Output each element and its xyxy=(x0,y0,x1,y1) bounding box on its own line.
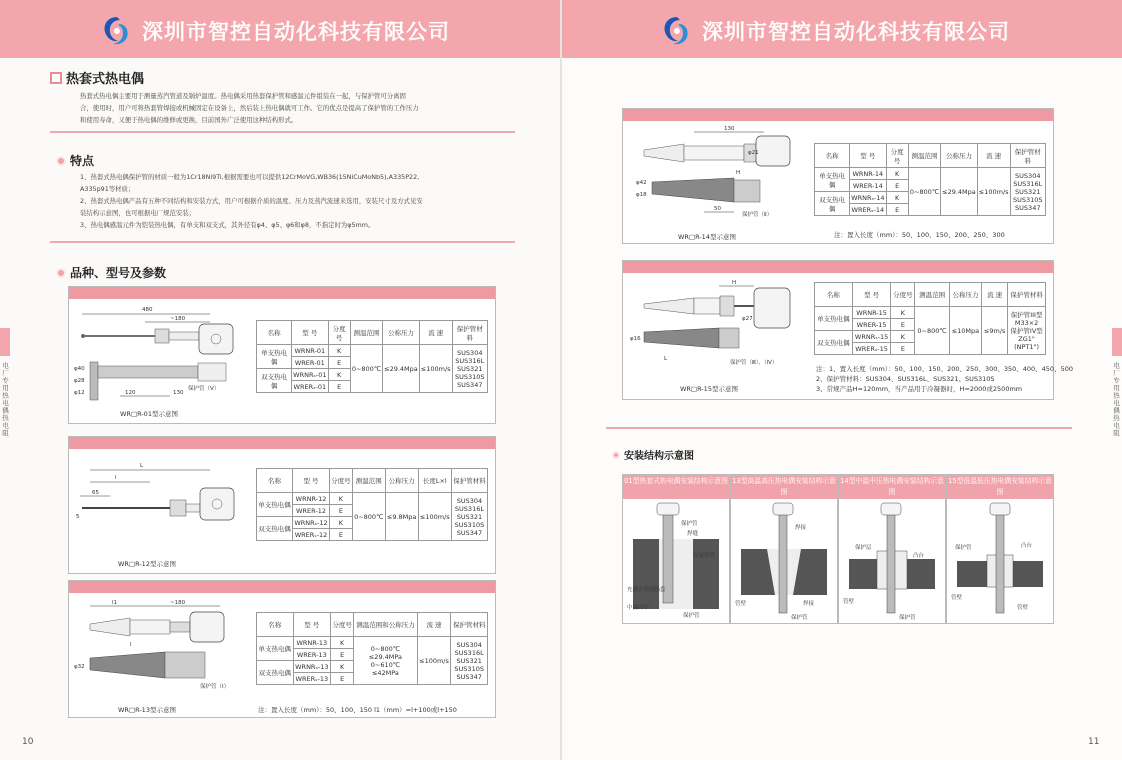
grade-cell: E xyxy=(891,343,915,355)
material: SUS304 xyxy=(1015,171,1041,180)
dim-label: φ16 xyxy=(630,336,641,342)
model-cell: WRNRₛ-14 xyxy=(851,193,885,202)
grade-cell: E xyxy=(886,204,908,216)
model-12-table xyxy=(256,468,488,541)
range-cell: 0~800℃ xyxy=(915,307,949,355)
intro-line: 合，使用时，用户可将热套管焊接或机械固定在设备上，然后装上热电偶就可工作。它的优点是提高了保护管的工作压力 xyxy=(80,104,419,112)
material: (NPT1") xyxy=(1014,342,1040,351)
install-label: 保护管 xyxy=(791,615,808,621)
grade-cell: K xyxy=(891,331,915,343)
col-header: 分度号 xyxy=(331,613,354,637)
dim-label: φ28 xyxy=(74,378,85,384)
bullet-icon xyxy=(56,156,66,166)
material: SUS347 xyxy=(456,672,482,681)
variety-heading xyxy=(56,264,166,281)
intro-paragraph xyxy=(80,90,510,126)
dim-label: 65 xyxy=(92,490,99,496)
col-header: 流 速 xyxy=(977,144,1010,168)
material: SUS347 xyxy=(457,380,483,389)
group-cell: 双支热电偶 xyxy=(815,192,850,216)
range-cell: 0~800℃ xyxy=(350,345,382,393)
model-cell: WRNR-01 xyxy=(292,345,328,357)
intro-line: 和使用寿命，又便于热电偶的维修或更换，目前国外广泛使用这种结构形式。 xyxy=(80,116,298,124)
dim-label: 50 xyxy=(714,206,721,212)
install-label: 保护层 xyxy=(855,545,872,551)
col-header: 测温范围 xyxy=(908,144,940,168)
material: SUS310S xyxy=(454,520,485,529)
model-cell: WRNRₛ-12 xyxy=(294,518,328,527)
speed-cell: ≤9m/s xyxy=(982,307,1008,355)
col-header: 名称 xyxy=(815,283,853,307)
col-header: 测温范围 xyxy=(915,283,949,307)
speed-cell: ≤100m/s xyxy=(419,345,452,393)
grade-cell: K xyxy=(331,637,354,649)
dim-label: 130 xyxy=(173,390,184,396)
col-header: 流 速 xyxy=(419,321,452,345)
company-logo-icon xyxy=(100,14,134,48)
material: SUS304 xyxy=(456,496,483,505)
model-13-note: 注：置入长度（mm）：50、100、150 l1（mm）=l+100或l+150 xyxy=(258,706,457,714)
page-title-text: 热套式热电偶 xyxy=(66,72,145,87)
install-panel-14 xyxy=(838,474,946,624)
model-14-diagram xyxy=(624,124,804,226)
install-panel-title: 13型高温高压热电偶安装结构示意图 xyxy=(731,475,837,499)
page-fold xyxy=(560,0,562,760)
install-heading xyxy=(612,447,694,462)
dim-label: L xyxy=(140,463,144,469)
model-01-diagram xyxy=(70,300,245,405)
dim-label: 保护管（Ⅱ） xyxy=(742,212,773,218)
pressure: ≤29.4MPa xyxy=(368,652,402,661)
dim-label: ~180 xyxy=(170,316,186,322)
company-logo-icon xyxy=(660,14,694,48)
install-label: 管壁 xyxy=(843,599,855,605)
dim-label: 保护管（Ⅰ） xyxy=(200,684,230,690)
feature-line: A335p91等材质； xyxy=(80,185,135,193)
dim-label: φ21 xyxy=(748,150,759,156)
model-cell: WRERₛ-01 xyxy=(293,382,327,391)
col-header: 公称压力 xyxy=(383,321,420,345)
features-list xyxy=(80,171,520,231)
grade-cell: K xyxy=(329,517,352,529)
material: SUS316L xyxy=(454,648,484,657)
material-cell xyxy=(451,637,488,685)
box-header xyxy=(69,437,495,449)
model-cell: WRERₛ-12 xyxy=(293,529,330,541)
pressure: ≤42MPa xyxy=(371,668,399,677)
model-cell: WRER-01 xyxy=(292,357,328,369)
model-13-caption: WR□R-13型示意图 xyxy=(118,706,176,714)
header-right xyxy=(660,14,1010,48)
bullet-icon xyxy=(56,268,66,278)
divider xyxy=(606,427,1072,429)
material: SUS316L xyxy=(454,504,484,513)
col-header: 测温范围和公称压力 xyxy=(354,613,417,637)
variety-title: 品种、型号及参数 xyxy=(70,266,167,280)
title-square-icon xyxy=(50,72,62,84)
model-cell: WRNR-15 xyxy=(852,307,891,319)
install-label: 凸台 xyxy=(913,553,925,559)
col-header: 公称压力 xyxy=(949,283,981,307)
material: SUS321 xyxy=(456,656,482,665)
model-01-table xyxy=(256,320,488,393)
speed-cell: ≤100m/s xyxy=(977,168,1010,216)
pressure-cell: ≤10Mpa xyxy=(949,307,981,355)
model-cell: WRNR-14 xyxy=(850,168,886,180)
note-line: 2、保护管材料：SUS304、SUS316L、SUS321、SUS310S xyxy=(816,375,995,383)
material: ZG1" xyxy=(1018,334,1035,343)
material: SUS321 xyxy=(456,512,483,521)
material: SUS310S xyxy=(454,664,484,673)
material: SUS310S xyxy=(454,372,485,381)
box-header xyxy=(623,261,1053,273)
range-cell: 0~800℃ xyxy=(352,493,385,541)
model-cell: WRER-14 xyxy=(850,180,886,192)
col-header: 型 号 xyxy=(293,613,330,637)
material: SUS316L xyxy=(455,356,485,365)
model-cell: WRERₛ-13 xyxy=(293,673,330,685)
model-cell: WRNR-13 xyxy=(293,637,330,649)
model-01-caption: WR□R-01型示意图 xyxy=(120,410,178,418)
model-cell: WRNRₛ-13 xyxy=(293,661,330,673)
feature-line: 1、热套式热电偶保护管的材质一般为1Cr18Ni9Ti,根据需要也可以提供12CrMoVG,WB36(15NiCuMoNb5),A335P22, xyxy=(80,173,420,181)
grade-cell: E xyxy=(329,529,352,541)
page-number-left: 10 xyxy=(22,737,34,747)
col-header: 分度号 xyxy=(891,283,915,307)
group-cell: 双支热电偶 xyxy=(257,369,292,393)
install-panel-title: 01型热套式热电偶安装结构示意图 xyxy=(623,475,729,499)
install-panel-title: 15型低温低压热电偶安装结构示意图 xyxy=(947,475,1053,499)
material-cell xyxy=(1010,168,1045,216)
install-label: 管壁 xyxy=(951,595,963,601)
grade-cell: K xyxy=(331,661,354,673)
pressure-cell: ≤29.4Mpa xyxy=(383,345,420,393)
model-cell: WRER-13 xyxy=(293,649,330,661)
install-panel-13 xyxy=(730,474,838,624)
model-13-diagram xyxy=(70,596,250,698)
divider xyxy=(50,241,515,243)
col-header: 分度号 xyxy=(328,321,350,345)
dim-label: l1 xyxy=(112,600,118,606)
col-header: 公称压力 xyxy=(941,144,978,168)
col-header: 测温范围 xyxy=(352,469,385,493)
features-heading xyxy=(56,152,94,169)
dim-label: ~180 xyxy=(170,600,186,606)
model-cell: WRER-12 xyxy=(293,505,330,517)
grade-cell: E xyxy=(328,381,350,393)
group-cell: 单支热电偶 xyxy=(257,345,292,369)
material: M33×2 xyxy=(1014,318,1039,327)
material: SUS310S xyxy=(1012,195,1043,204)
col-header: 流 速 xyxy=(417,613,451,637)
material: SUS321 xyxy=(1015,187,1041,196)
col-header: 流 速 xyxy=(982,283,1008,307)
col-header: 保护管材料 xyxy=(451,469,487,493)
note-line: 3、常规产品H=120mm，当产品用于冷凝器时，H=2000或2500mm xyxy=(816,385,1023,393)
material: 保护管IV型 xyxy=(1010,326,1043,335)
dim-label: 130 xyxy=(724,126,735,132)
grade-cell: E xyxy=(331,649,354,661)
install-label: 凸台 xyxy=(1021,543,1033,549)
model-14-table xyxy=(814,143,1046,216)
dim-label: 5 xyxy=(76,514,80,520)
grade-cell: K xyxy=(886,168,908,180)
install-13-diagram xyxy=(731,499,837,623)
col-header: 型 号 xyxy=(292,321,328,345)
col-header: 名称 xyxy=(257,469,293,493)
grade-cell: K xyxy=(328,345,350,357)
pressure-cell: ≤9.8Mpa xyxy=(385,493,418,541)
box-header xyxy=(69,581,495,593)
group-cell: 双支热电偶 xyxy=(257,517,293,541)
material: SUS347 xyxy=(1015,203,1041,212)
model-13-table xyxy=(256,612,488,685)
material-cell xyxy=(452,345,487,393)
features-title: 特点 xyxy=(70,154,95,168)
material-cell xyxy=(451,493,487,541)
model-cell: WRNRₛ-01 xyxy=(293,370,327,379)
col-header: 型 号 xyxy=(850,144,886,168)
dim-label: φ32 xyxy=(74,664,85,670)
material: SUS316L xyxy=(1013,179,1043,188)
dim-label: 保护管（Ⅴ） xyxy=(188,386,220,392)
install-label: 管壁 xyxy=(735,601,747,607)
install-label: 保护管 xyxy=(683,613,700,619)
note-line: 注：1、置入长度（mm）：50、100、150、200、250、300、350、400、450、500 xyxy=(816,365,1073,373)
install-15-diagram xyxy=(947,499,1053,623)
material: SUS304 xyxy=(457,348,483,357)
model-15-diagram xyxy=(624,276,804,376)
model-15-notes xyxy=(816,364,1073,394)
company-name-right: 深圳市智控自动化科技有限公司 xyxy=(702,20,1010,44)
grade-cell: K xyxy=(886,192,908,204)
col-header: 分度号 xyxy=(886,144,908,168)
grade-cell: K xyxy=(329,493,352,505)
range: 0~610℃ xyxy=(370,660,401,669)
install-label: 充满介质的热套 xyxy=(627,587,666,593)
model-14-caption: WR□R-14型示意图 xyxy=(678,233,736,241)
model-12-diagram xyxy=(70,452,245,552)
divider xyxy=(50,131,515,133)
grade-cell: K xyxy=(328,369,350,381)
col-header: 分度号 xyxy=(329,469,352,493)
col-header: 保护管材料 xyxy=(1008,283,1046,307)
side-tab xyxy=(1112,328,1122,356)
bullet-icon xyxy=(612,451,620,459)
dim-label: H xyxy=(736,170,741,176)
model-14-note: 注：置入长度（mm）：50、100、150、200、250、300 xyxy=(834,231,1005,239)
page-number-right: 11 xyxy=(1088,737,1100,747)
install-label: 保护管 xyxy=(955,545,972,551)
material: 保护管III型 xyxy=(1010,310,1043,319)
box-header xyxy=(623,109,1053,121)
model-12-caption: WR□R-12型示意图 xyxy=(118,560,176,568)
group-cell: 单支热电偶 xyxy=(257,493,293,517)
speed-cell: ≤100m/s xyxy=(418,493,451,541)
col-header: 名称 xyxy=(257,321,292,345)
dim-label: 120 xyxy=(125,390,136,396)
dim-label: l xyxy=(115,475,117,481)
speed-cell: ≤100m/s xyxy=(417,637,451,685)
col-header: 保护管材料 xyxy=(452,321,487,345)
install-01-diagram xyxy=(623,499,729,623)
dim-label: φ12 xyxy=(74,390,85,396)
material: SUS304 xyxy=(456,640,482,649)
material-cell xyxy=(1008,307,1046,355)
grade-cell: E xyxy=(328,357,350,369)
side-tab xyxy=(0,328,10,356)
col-header: 名称 xyxy=(257,613,294,637)
group-cell: 双支热电偶 xyxy=(815,331,853,355)
dim-label: 480 xyxy=(142,307,153,313)
group-cell: 单支热电偶 xyxy=(257,637,294,661)
model-cell: WRER-15 xyxy=(852,319,891,331)
range-cell: 0~800℃ xyxy=(908,168,940,216)
feature-line: 2、热套式热电偶产品有五种不同结构和安装方式，用户可根据介质的温度、压力及蒸汽流速来选用，安装尺寸及方式见安 xyxy=(80,197,423,205)
install-panel-15 xyxy=(946,474,1054,624)
dim-label: φ42 xyxy=(636,180,647,186)
model-cell: WRERₛ-14 xyxy=(851,205,885,214)
side-text: 电厂专用热电偶热电阻 xyxy=(1112,362,1120,437)
side-text: 电厂专用热电偶热电阻 xyxy=(1,362,9,437)
col-header: 型 号 xyxy=(852,283,891,307)
col-header: 型 号 xyxy=(293,469,330,493)
install-label: 保护管 xyxy=(899,615,916,621)
install-label: 保护管 xyxy=(681,521,698,527)
install-panel-title: 14型中温中压热电偶安装结构示意图 xyxy=(839,475,945,499)
material: SUS321 xyxy=(457,364,483,373)
material: SUS347 xyxy=(456,528,483,537)
grade-cell: E xyxy=(329,505,352,517)
model-15-caption: WR□R-15型示意图 xyxy=(680,385,738,393)
box-header xyxy=(69,287,495,299)
grade-cell: E xyxy=(331,673,354,685)
col-header: 名称 xyxy=(815,144,850,168)
model-cell: WRERₛ-15 xyxy=(852,343,891,355)
model-cell: WRNRₛ-15 xyxy=(852,331,891,343)
intro-line: 热套式热电偶主要用于测量蒸汽管道及锅炉温度。热电偶采用热套保护管和感温元件组装在一起，与保护管可分离固 xyxy=(80,92,406,100)
install-label: 焊缝 xyxy=(687,531,699,537)
feature-line: 3、热电偶感温元件为铠装热电偶，有单支和双支式，其外径有φ4、φ5、φ6和φ8，不指定时为φ5mm。 xyxy=(80,221,375,229)
group-cell: 双支热电偶 xyxy=(257,661,294,685)
install-label: 中温固牢 xyxy=(627,605,650,611)
group-cell: 单支热电偶 xyxy=(815,307,853,331)
install-label: 安装管管 xyxy=(693,553,716,559)
page-title xyxy=(50,68,144,87)
group-cell: 单支热电偶 xyxy=(815,168,850,192)
pressure-cell: ≤29.4Mpa xyxy=(941,168,978,216)
dim-label: φ18 xyxy=(636,192,647,198)
model-cell: WRNR-12 xyxy=(293,493,330,505)
range-pressure-cell xyxy=(354,637,417,685)
install-label: 焊接 xyxy=(795,525,807,531)
grade-cell: K xyxy=(891,307,915,319)
dim-label: l xyxy=(130,642,132,648)
grade-cell: E xyxy=(891,319,915,331)
dim-label: φ27 xyxy=(742,316,753,322)
dim-label: L xyxy=(664,356,668,362)
col-header: 保护管材料 xyxy=(451,613,488,637)
model-15-table xyxy=(814,282,1046,355)
install-label: 管壁 xyxy=(1017,605,1029,611)
dim-label: φ40 xyxy=(74,366,85,372)
dim-label: H xyxy=(732,280,737,286)
col-header: 测温范围 xyxy=(350,321,382,345)
dim-label: 保护管（Ⅲ）、（Ⅳ） xyxy=(730,360,778,366)
col-header: 公称压力 xyxy=(385,469,418,493)
feature-line: 装结构示意图，也可根据电厂规范安装； xyxy=(80,209,196,217)
range: 0~800℃ xyxy=(370,644,401,653)
company-name-left: 深圳市智控自动化科技有限公司 xyxy=(142,20,450,44)
header-left xyxy=(100,14,450,48)
install-panel-01 xyxy=(622,474,730,624)
col-header: 长度L×l xyxy=(418,469,451,493)
install-14-diagram xyxy=(839,499,945,623)
install-title: 安装结构示意图 xyxy=(624,451,694,462)
grade-cell: E xyxy=(886,180,908,192)
install-label: 焊接 xyxy=(803,601,815,607)
col-header: 保护管材料 xyxy=(1010,144,1045,168)
